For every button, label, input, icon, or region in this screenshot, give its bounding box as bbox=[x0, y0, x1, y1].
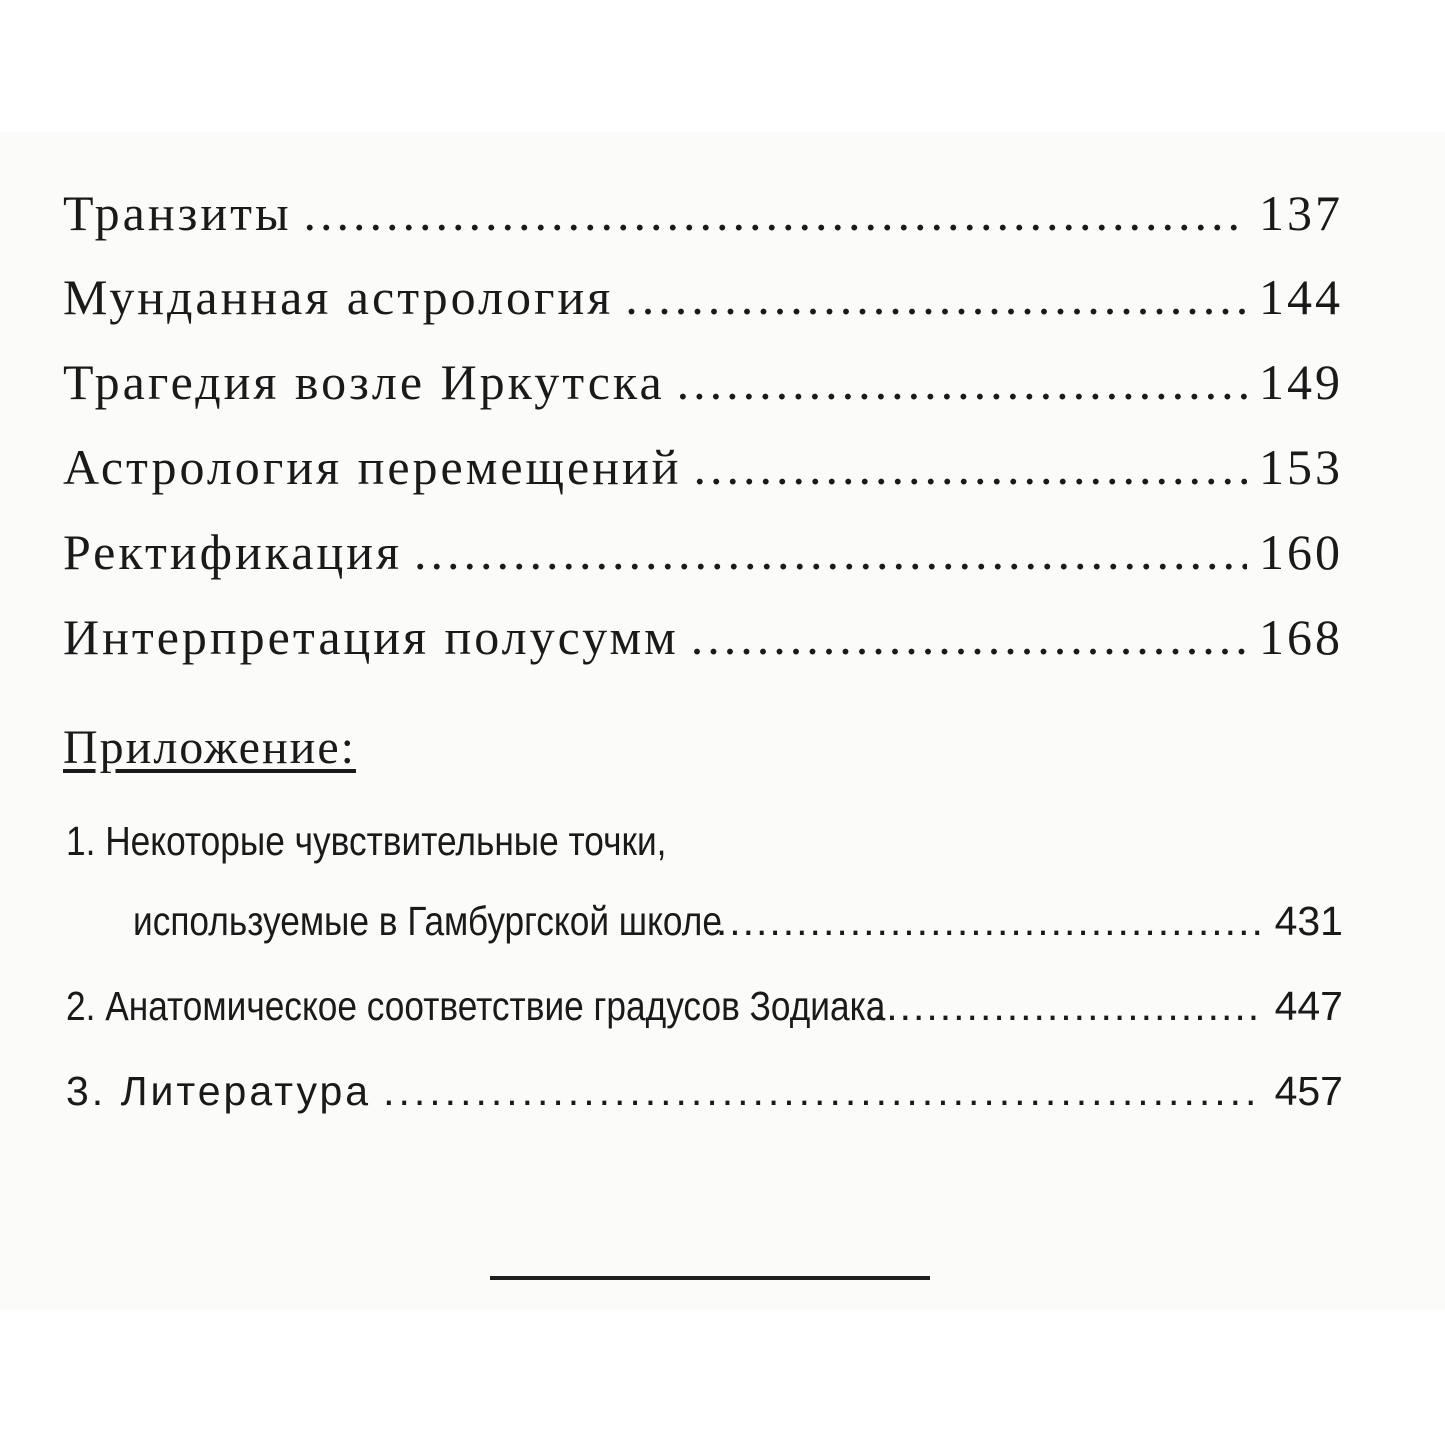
toc-entry-title: Интерпретация полусумм bbox=[63, 609, 679, 665]
toc-entry-page: 153 bbox=[1259, 439, 1343, 495]
dot-leader bbox=[383, 1068, 1262, 1115]
toc-entry-page: 137 bbox=[1259, 185, 1343, 241]
appendix-item bbox=[66, 1068, 1343, 1115]
appendix-item-line: 1. Некоторые чувствительные точки, bbox=[66, 818, 667, 864]
appendix-item-line: используемые в Гамбургской школе bbox=[133, 898, 722, 944]
toc-entry-title: Трагедия возле Иркутска bbox=[63, 354, 665, 410]
dot-leader bbox=[691, 608, 1247, 666]
toc-entry bbox=[63, 523, 1343, 581]
dot-leader bbox=[694, 438, 1247, 496]
dot-leader bbox=[677, 353, 1247, 411]
toc-entry-title: Ректификация bbox=[63, 524, 402, 580]
appendix-item bbox=[66, 983, 1343, 1030]
dot-leader bbox=[625, 268, 1247, 326]
appendix-heading: Приложение: bbox=[63, 721, 356, 774]
toc-entry-title: Астрология перемещений bbox=[63, 439, 682, 495]
dot-leader bbox=[414, 523, 1247, 581]
dot-leader bbox=[304, 184, 1247, 242]
appendix-item-page: 457 bbox=[1274, 1068, 1343, 1114]
toc-entry-page: 160 bbox=[1259, 524, 1343, 580]
toc-entry bbox=[63, 353, 1343, 411]
appendix-item-page: 447 bbox=[1274, 983, 1343, 1029]
appendix-item bbox=[133, 898, 1343, 945]
toc-entry-page: 168 bbox=[1259, 609, 1343, 665]
appendix-item-page: 431 bbox=[1274, 898, 1343, 944]
dot-leader bbox=[716, 898, 1263, 945]
toc-entry-page: 149 bbox=[1259, 354, 1343, 410]
toc-entry bbox=[63, 438, 1343, 496]
toc-entry-page: 144 bbox=[1259, 269, 1343, 325]
appendix-item-title: 3. Литература bbox=[66, 1068, 372, 1114]
toc-entry bbox=[63, 184, 1343, 242]
toc-entry-title: Транзиты bbox=[63, 185, 292, 241]
toc-entry bbox=[63, 608, 1343, 666]
dot-leader bbox=[873, 983, 1263, 1030]
appendix-item-title: 2. Анатомическое соответствие градусов Зодиака bbox=[66, 983, 886, 1029]
toc-entry-title: Мунданная астрология bbox=[63, 269, 614, 325]
toc-entry bbox=[63, 268, 1343, 326]
end-rule bbox=[490, 1276, 930, 1280]
